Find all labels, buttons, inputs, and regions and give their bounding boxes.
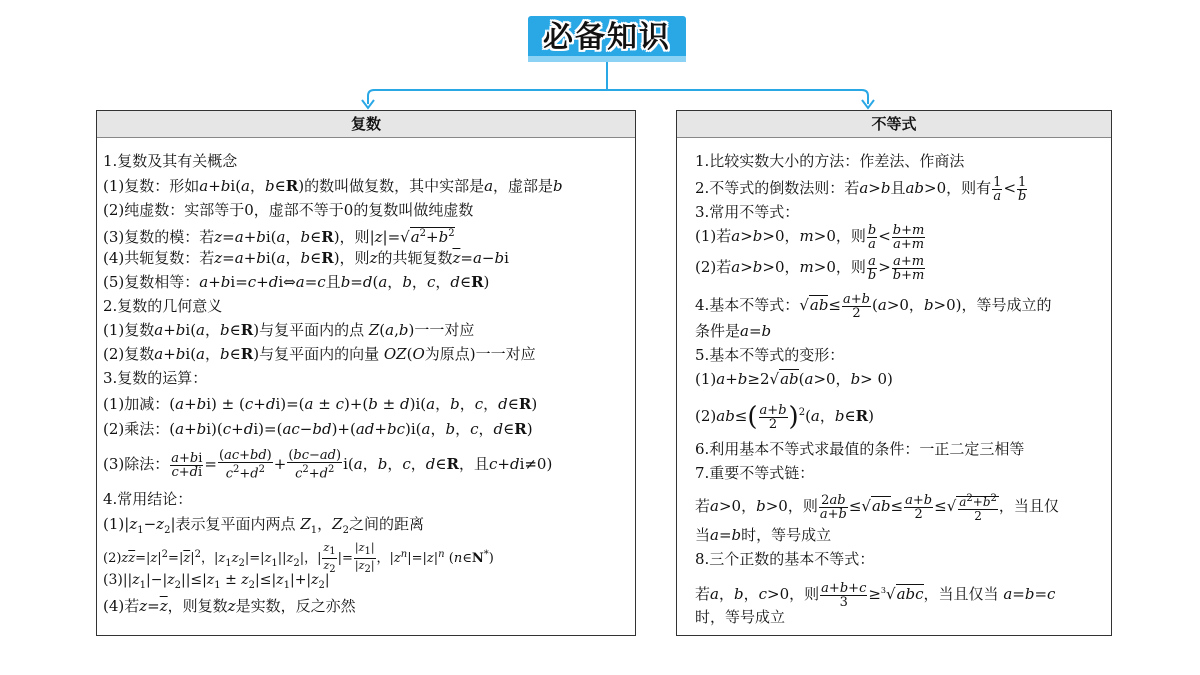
text-line: 3.常用不等式： [695,203,800,221]
text-line: 条件是a=b [695,322,772,340]
text-line: 4.基本不等式：√ab≤ $\frac{a+b}{2}$ (a>0，b>0)，等号成立的 [695,291,1052,321]
text-line: 5.基本不等式的变形： [695,346,845,364]
text-line: (3)复数的模：若z=a+bi(a，b∈R)，则$|z|=√a^2+b^2$ [103,228,455,246]
text-line: (2)ab≤( $\frac{a+b}{2}$ )$^2$(a，b∈R) [695,402,874,432]
text-line: 6.利用基本不等式求最值的条件：一正二定三相等 [695,440,1025,458]
text-line: 7.重要不等式链： [695,464,815,482]
section-heading: 3.复数的运算： [103,369,208,387]
text-line: (1)a+b≥2√ab(a>0，b> 0) [695,370,893,388]
text-line: (2)乘法：(a+bi)(c+di)=(ac−bd)+(ad+bc)i(a，b，c，d∈R) [103,420,533,438]
text-line: (2)若a>b>0，m>0，则 $\frac{a}{b}$ > $\frac{a+m}{b+m}$ [695,253,925,283]
text-line: $(3)||z_1|-|z_2||\le|z_1 \pm z_2|\le|z_1|+|z_2|$ [103,572,330,591]
section-heading: 1.复数及其有关概念 [103,152,238,170]
text-line: (2)纯虚数：实部等于0，虚部不等于0的复数叫做纯虚数 [103,201,474,219]
complex-number-panel [96,110,636,636]
text-line: (5)复数相等：a+bi=c+di⇔a=c且b=d(a，b，c，d∈R) [103,273,490,291]
panel-title: 不等式 [677,111,1111,138]
section-heading: 4.常用结论： [103,490,193,508]
text-line: 若a，b，c>0，则 $\frac{a+b+c}{3}$ ≥$^3$√abc，当且仅当 a=b=c [695,580,1056,610]
text-line: $(1)|z_1-z_2|$表示复平面内两点 $Z_1$，$Z_2$之间的距离 [103,515,424,536]
text-line: (3)除法： $\frac{a+bi}{c+di}$ = $\frac{(ac+bd)}{c^2+d^2}$ + $\frac{(bc-ad)}{c^2+d^2}$ i(a，b，c，d∈R，且c+di≠0) [103,448,553,482]
text-line: 若a>0，b>0，则 $\frac{2ab}{a+b}$ ≤√ab≤ $\frac{a+b}{2}$ ≤√ $\frac{a^2+b^2}{2}$ ，当且仅 [695,492,1059,523]
text-line: (1)若a>b>0，m>0，则 $\frac{b}{a}$ < $\frac{b+m}{a+m}$ [695,222,925,252]
page-title: 必备知识 [543,20,671,55]
text-line: $(2)z\overline{z}=|z|^2=|\overline{z}|^2$，$|z_1z_2|=|z_1||z_2|$，| $\frac{z_1}{z_2}$ |= $\frac{|z_1|}{|z_2|}$ ，$|z^n|=|z|^n$ (n∈N*) [103,541,494,576]
text-line: (1)加减：(a+bi) ± (c+di)=(a ± c)+(b ± d)i(a，b，c，d∈R) [103,395,538,413]
text-line: 当a=b时，等号成立 [695,526,832,544]
connector-lines [0,0,1200,120]
text-line: (1)复数：形如a+bi(a，b∈R)的数叫做复数，其中实部是a，虚部是b [103,177,563,195]
text-line: (4)共轭复数：若z=a+bi(a，b∈R)，则z的共轭复数$\overline{z}=a-bi$ [103,249,509,267]
text-line: (2)复数a+bi(a，b∈R)与复平面内的向量 OZ(O为原点)一一对应 [103,345,536,363]
text-line: 2.不等式的倒数法则：若a>b且ab>0，则有 $\frac{1}{a}$ < $\frac{1}{b}$ [695,174,1027,204]
inequality-panel [676,110,1112,636]
text-line: 时，等号成立 [695,608,786,626]
panel-title: 复数 [97,111,635,138]
text-line: 8.三个正数的基本不等式： [695,550,875,568]
text-line: (4)若$z=\overline{z}$，则复数z是实数，反之亦然 [103,597,356,615]
section-heading: 2.复数的几何意义 [103,297,223,315]
text-line: (1)复数a+bi(a，b∈R)与复平面内的点 Z(a,b)一一对应 [103,321,475,339]
text-line: 1.比较实数大小的方法：作差法、作商法 [695,152,965,170]
